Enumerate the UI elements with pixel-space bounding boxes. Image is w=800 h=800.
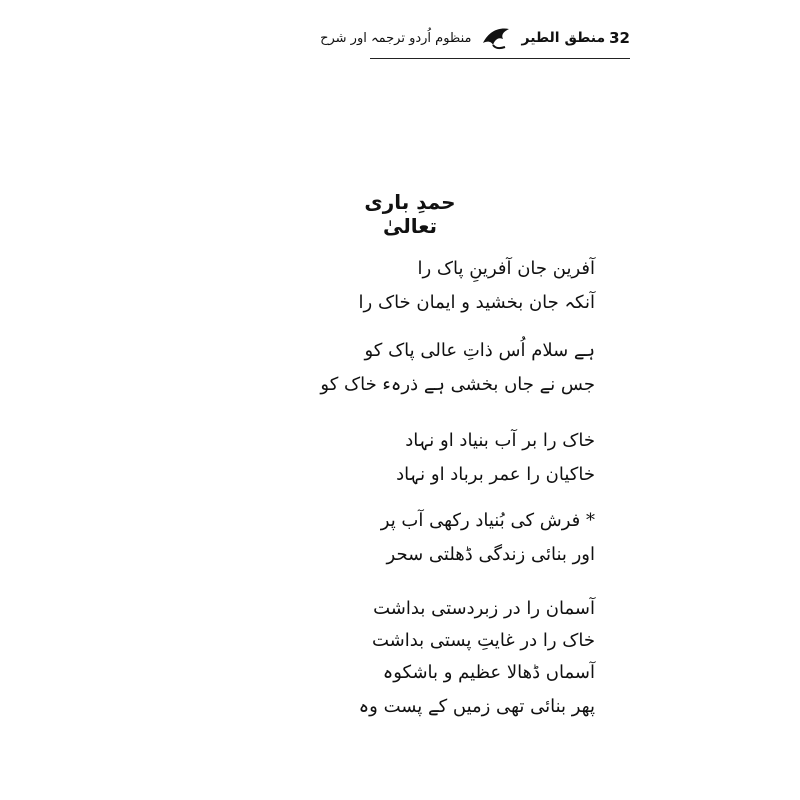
verse-line: خاک را بر آب بنیاد او نہاد [405, 430, 595, 451]
verse-line: آسماں ڈھالا عظیم و باشکوہ [382, 662, 595, 683]
verse-line: آسمان را در زبردستی بداشت [373, 598, 595, 619]
page-header [210, 20, 630, 56]
page-number: 32 [609, 29, 630, 47]
verse-line: خاکیان را عمر برباد او نہاد [396, 464, 595, 485]
book-subtitle: منظوم اُردو ترجمہ اور شرح [320, 30, 472, 46]
verse-line: آفرین جان آفرینِ پاک را [417, 258, 595, 279]
verse-line: ہے سلام اُس ذاتِ عالی پاک کو [364, 340, 595, 361]
header-divider [370, 58, 630, 59]
poem-title: حمدِ باری تعالیٰ [364, 190, 456, 238]
book-title: منطق الطیر [521, 30, 606, 46]
verse-line: * فرش کی بُنیاد رکھی آب پر [380, 510, 595, 531]
verse-line: خاک را در غایتِ پستی بداشت [371, 630, 595, 651]
verse-line: آنکہ جان بخشید و ایمان خاک را [358, 292, 595, 313]
verse-line: اور بنائی زندگی ڈھلتی سحر [386, 544, 595, 565]
verse-line: پھر بنائی تھی زمیں کے پست وہ [358, 696, 595, 717]
bird-logo-icon [479, 23, 513, 53]
verse-line: جس نے جاں بخشی ہے ذرہء خاک کو [320, 374, 595, 395]
